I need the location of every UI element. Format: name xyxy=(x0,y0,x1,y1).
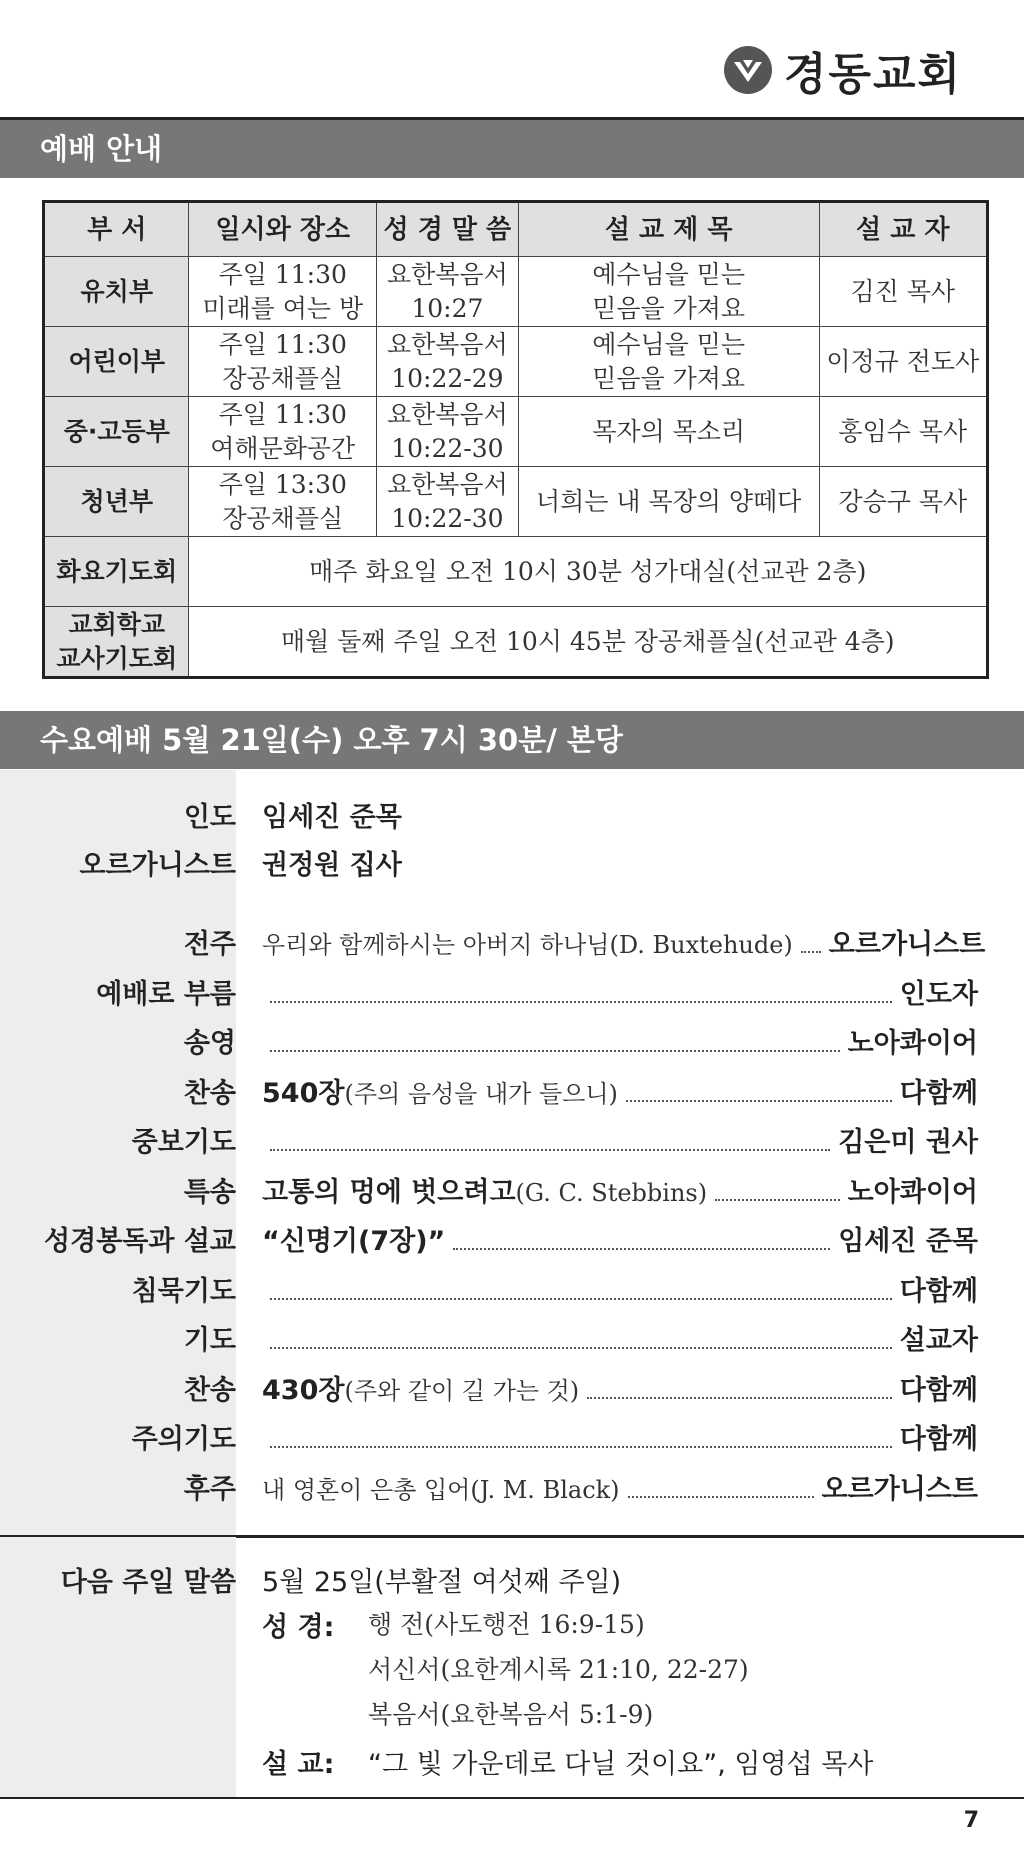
reading-acts: 행 전(사도행전 16:9-15) xyxy=(368,1610,645,1639)
organist-name: 권정원 집사 xyxy=(262,850,402,881)
meeting-detail: 매주 화요일 오전 10시 30분 성가대실(선교관 2층) xyxy=(189,537,988,607)
order-item xyxy=(262,1368,978,1407)
order-item-performer: 오르가니스트 xyxy=(828,929,986,960)
reading-epistle: 서신서(요한계시록 21:10, 22-27) xyxy=(368,1655,749,1684)
sermon-title: 예수님을 믿는 믿음을 가져요 xyxy=(518,257,819,327)
order-item xyxy=(262,1021,978,1060)
leader-dots xyxy=(587,1397,892,1399)
leader-dots xyxy=(270,1347,892,1349)
next-sunday-label: 다음 주일 말씀 xyxy=(60,1567,236,1598)
next-sunday-date: 5월 25일(부활절 여섯째 주일) xyxy=(262,1567,622,1598)
order-item-detail: (주의 음성을 내가 들으니) xyxy=(344,1080,618,1108)
order-item-label: 송영 xyxy=(183,1028,236,1059)
scripture: 요한복음서 10:27 xyxy=(377,257,519,327)
table-row xyxy=(44,327,988,397)
column-header: 일시와 장소 xyxy=(189,202,377,257)
leader-dots xyxy=(270,1446,892,1448)
order-item-detail: 우리와 함께하시는 아버지 하나님(D. Buxtehude) xyxy=(262,931,793,959)
order-item xyxy=(262,1120,978,1159)
preacher: 홍임수 목사 xyxy=(819,397,987,467)
leader-label: 인도 xyxy=(183,802,236,833)
table-row xyxy=(44,467,988,537)
table-header-row xyxy=(44,202,988,257)
scripture: 요한복음서 10:22-30 xyxy=(377,467,519,537)
table-row xyxy=(44,397,988,467)
time-place: 주일 11:30 장공채플실 xyxy=(189,327,377,397)
leader-dots xyxy=(628,1496,814,1498)
organist-line xyxy=(262,843,978,882)
order-item-performer: 설교자 xyxy=(899,1325,978,1356)
order-item xyxy=(262,1170,978,1209)
order-item-detail: (주와 같이 길 가는 것) xyxy=(344,1377,580,1405)
time-place: 주일 11:30 미래를 여는 방 xyxy=(189,257,377,327)
leader-dots xyxy=(270,1001,892,1003)
table-row xyxy=(44,257,988,327)
sermon-title: 너희는 내 목장의 양떼다 xyxy=(518,467,819,537)
department: 중·고등부 xyxy=(44,397,189,467)
sermon-title: 목자의 목소리 xyxy=(518,397,819,467)
order-item xyxy=(262,1219,978,1258)
department: 청년부 xyxy=(44,467,189,537)
column-header: 성 경 말 씀 xyxy=(377,202,519,257)
church-emblem-icon xyxy=(724,46,772,94)
order-item xyxy=(262,1467,978,1506)
order-item xyxy=(262,972,978,1011)
order-item-main: “신명기(7장)” xyxy=(262,1226,446,1257)
order-item-performer: 임세진 준목 xyxy=(838,1226,978,1257)
sermon-label: 설 교: xyxy=(262,1749,335,1780)
order-item-label: 찬송 xyxy=(183,1375,236,1406)
order-item-detail: (G. C. Stebbins) xyxy=(515,1179,708,1207)
meeting-name: 교회학교 교사기도회 xyxy=(44,607,189,678)
leader-dots xyxy=(453,1248,830,1250)
order-item-label: 전주 xyxy=(183,929,236,960)
order-item xyxy=(262,922,986,961)
order-item xyxy=(262,1318,978,1357)
order-item-label: 찬송 xyxy=(183,1078,236,1109)
order-item xyxy=(262,1071,978,1110)
time-place: 주일 13:30 장공채플실 xyxy=(189,467,377,537)
order-item-label: 예배로 부름 xyxy=(96,979,236,1010)
order-item-performer: 오르가니스트 xyxy=(821,1474,978,1505)
leader-dots xyxy=(626,1100,892,1102)
leader-dots xyxy=(270,1298,892,1300)
order-item-performer: 인도자 xyxy=(899,979,978,1010)
column-header: 설 교 자 xyxy=(819,202,987,257)
order-item-performer: 다함께 xyxy=(899,1276,978,1307)
order-item-label: 침묵기도 xyxy=(131,1276,236,1307)
sermon-title: 예수님을 믿는 믿음을 가져요 xyxy=(518,327,819,397)
meeting-detail: 매월 둘째 주일 오전 10시 45분 장공채플실(선교관 4층) xyxy=(189,607,988,678)
preacher: 이정규 전도사 xyxy=(819,327,987,397)
preacher: 김진 목사 xyxy=(819,257,987,327)
order-item-detail: 내 영혼이 은총 입어(J. M. Black) xyxy=(262,1476,620,1504)
order-item xyxy=(262,1269,978,1308)
order-item-main: 고통의 멍에 벗으려고 xyxy=(262,1177,516,1208)
next-sermon: “그 빛 가운데로 다닐 것이요”, 임영섭 목사 xyxy=(368,1749,874,1780)
church-logo xyxy=(724,38,962,102)
scripture: 요한복음서 10:22-30 xyxy=(377,397,519,467)
order-item-performer: 다함께 xyxy=(899,1375,978,1406)
order-item-label: 중보기도 xyxy=(131,1127,236,1158)
order-item-performer: 노아콰이어 xyxy=(847,1028,978,1059)
order-item-performer: 김은미 권사 xyxy=(838,1127,978,1158)
order-item-performer: 다함께 xyxy=(899,1078,978,1109)
table-row xyxy=(44,607,988,678)
wednesday-service-title: 수요예배 5월 21일(수) 오후 7시 30분/ 본당 xyxy=(0,711,1024,769)
worship-schedule-table xyxy=(42,200,989,679)
column-header: 설 교 제 목 xyxy=(518,202,819,257)
time-place: 주일 11:30 여해문화공간 xyxy=(189,397,377,467)
order-item-main: 430장 xyxy=(262,1375,345,1406)
preacher: 강승구 목사 xyxy=(819,467,987,537)
page-header xyxy=(0,0,1024,117)
leader-dots xyxy=(270,1050,840,1052)
column-header: 부 서 xyxy=(44,202,189,257)
bottom-divider xyxy=(0,1797,1024,1799)
scripture: 요한복음서 10:22-29 xyxy=(377,327,519,397)
page-number: 7 xyxy=(963,1808,979,1833)
department: 어린이부 xyxy=(44,327,189,397)
worship-guide-title: 예배 안내 xyxy=(0,120,1024,178)
meeting-name: 화요기도회 xyxy=(44,537,189,607)
leader-name: 임세진 준목 xyxy=(262,802,402,833)
department: 유치부 xyxy=(44,257,189,327)
leader-dots xyxy=(801,951,821,953)
church-name: 경동교회 xyxy=(783,49,962,100)
order-item-label: 성경봉독과 설교 xyxy=(44,1226,236,1257)
scripture-label: 성 경: xyxy=(262,1612,335,1643)
leader-line xyxy=(262,795,978,834)
leader-dots xyxy=(715,1199,840,1201)
order-item xyxy=(262,1417,978,1456)
order-item-label: 기도 xyxy=(183,1325,236,1356)
order-item-performer: 다함께 xyxy=(899,1424,978,1455)
order-item-label: 후주 xyxy=(183,1474,236,1505)
leader-dots xyxy=(270,1149,830,1151)
table-row xyxy=(44,537,988,607)
organist-label: 오르가니스트 xyxy=(79,850,236,881)
order-item-main: 540장 xyxy=(262,1078,345,1109)
order-item-performer: 노아콰이어 xyxy=(847,1177,978,1208)
order-item-label: 주의기도 xyxy=(131,1424,236,1455)
reading-gospel: 복음서(요한복음서 5:1-9) xyxy=(368,1700,654,1729)
order-item-label: 특송 xyxy=(183,1177,236,1208)
